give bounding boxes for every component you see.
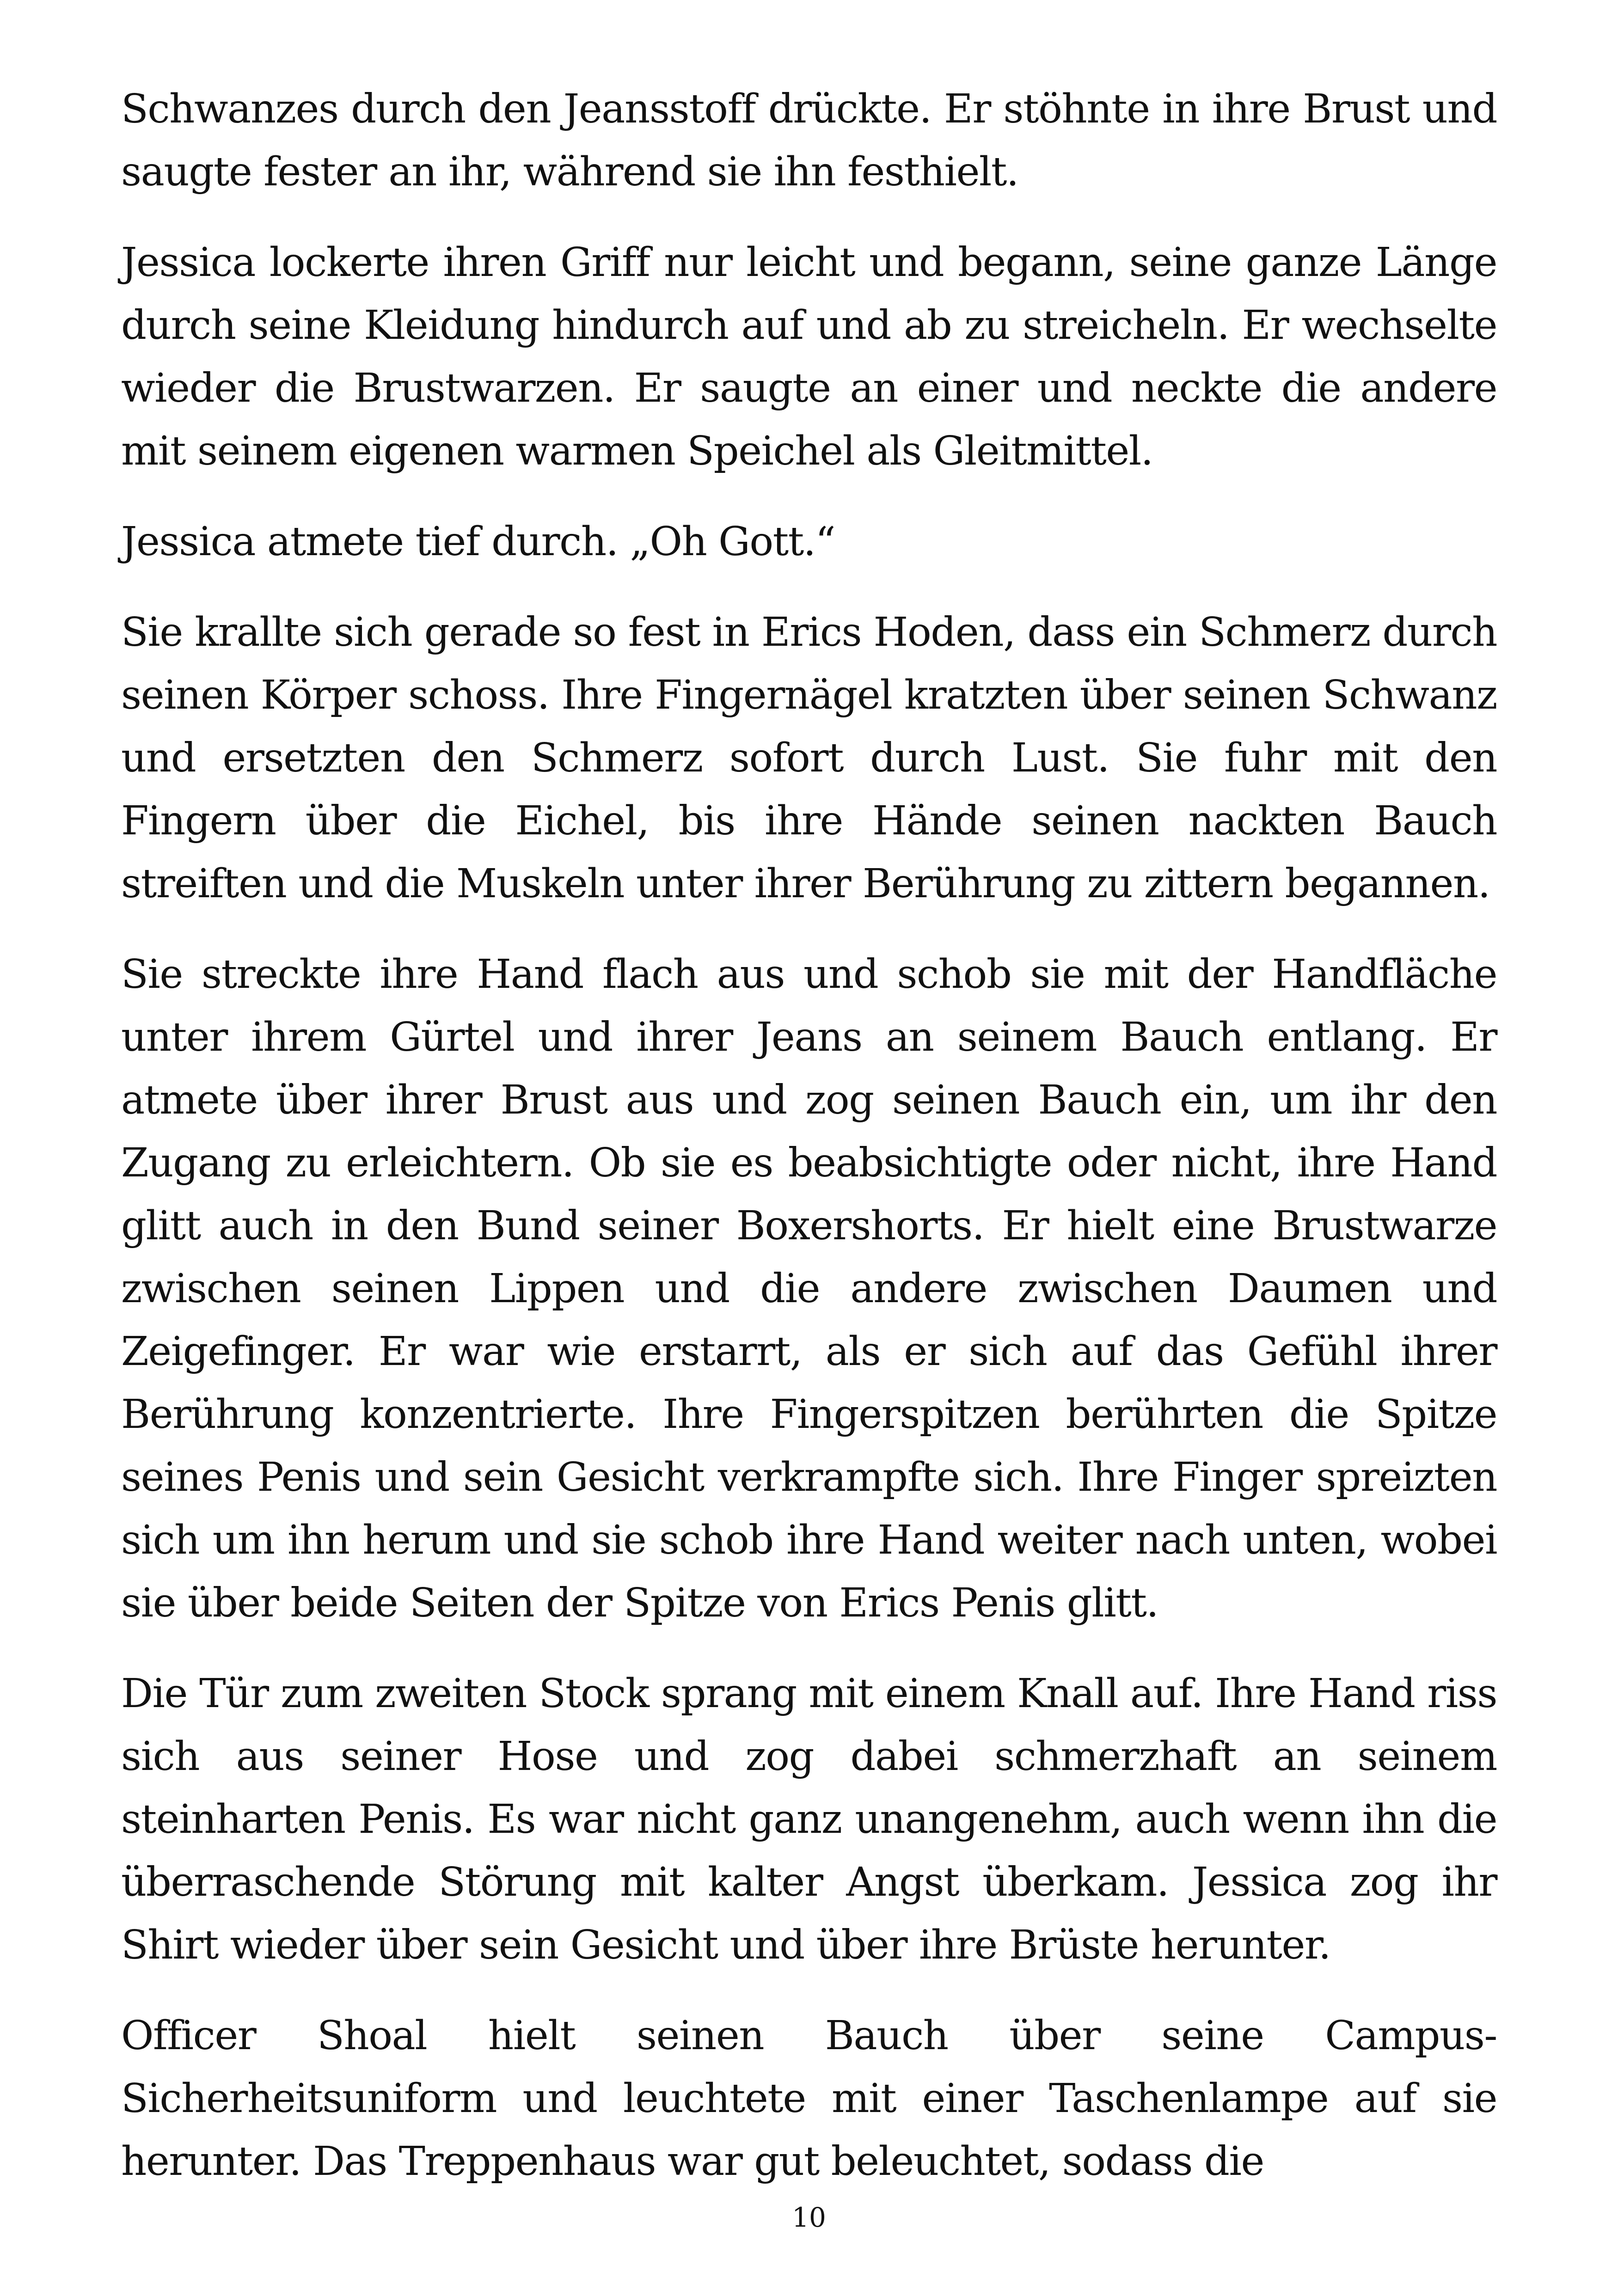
paragraph: Schwanzes durch den Jeansstoff drückte. Er stöhnte in ihre Brust und saugte fester an ihr, während sie ihn festhielt. <box>121 86 1497 195</box>
paragraph: Officer Shoal hielt seinen Bauch über seine Campus-Sicherheitsuniform und leuchtete mit einer Taschenlampe auf sie herunter. Das Treppenhaus war gut beleuchtet, sodass die <box>121 2013 1497 2185</box>
paragraph: Sie krallte sich gerade so fest in Erics Hoden, dass ein Schmerz durch seinen Körper schoss. Ihre Fingernägel kratzten über seinen Schwanz und ersetzten den Schmerz sofort durch Lust. Sie fuhr mit den Fingern über die Eichel, bis ihre Hände seinen nackten Bauch streiften und die Muskeln unter ihrer Berührung zu zittern begannen. <box>121 609 1497 907</box>
paragraph: Jessica atmete tief durch. „Oh Gott.“ <box>121 519 835 565</box>
paragraph: Sie streckte ihre Hand flach aus und schob sie mit der Handfläche unter ihrem Gürtel und ihrer Jeans an seinem Bauch entlang. Er atmete über ihrer Brust aus und zog seinen Bauch ein, um ihr den Zugang zu erleichtern. Ob sie es beabsichtigte oder nicht, ihre Hand glitt auch in den Bund seiner Boxershorts. Er hielt eine Brustwarze zwischen seinen Lippen und die andere zwischen Daumen und Zeigefinger. Er war wie erstarrt, als er sich auf das Gefühl ihrer Berührung konzentrierte. Ihre Fingerspitzen berührten die Spitze seines Penis und sein Gesicht verkrampfte sich. Ihre Finger spreizten sich um ihn herum und sie schob ihre Hand weiter nach unten, wobei sie über beide Seiten der Spitze von Erics Penis glitt. <box>121 951 1497 1626</box>
paragraph: Die Tür zum zweiten Stock sprang mit einem Knall auf. Ihre Hand riss sich aus seiner Hose und zog dabei schmerzhaft an seinem steinharten Penis. Es war nicht ganz unangenehm, auch wenn ihn die überraschende Störung mit kalter Angst überkam. Jessica zog ihr Shirt wieder über sein Gesicht und über ihre Brüste herunter. <box>121 1671 1497 1968</box>
body-text <box>121 78 1497 2221</box>
paragraph: Jessica lockerte ihren Griff nur leicht und begann, seine ganze Länge durch seine Kleidung hindurch auf und ab zu streicheln. Er wechselte wieder die Brustwarzen. Er saugte an einer und neckte die andere mit seinem eigenen warmen Speichel als Gleitmittel. <box>121 239 1497 474</box>
page-number: 10 <box>792 2202 826 2233</box>
